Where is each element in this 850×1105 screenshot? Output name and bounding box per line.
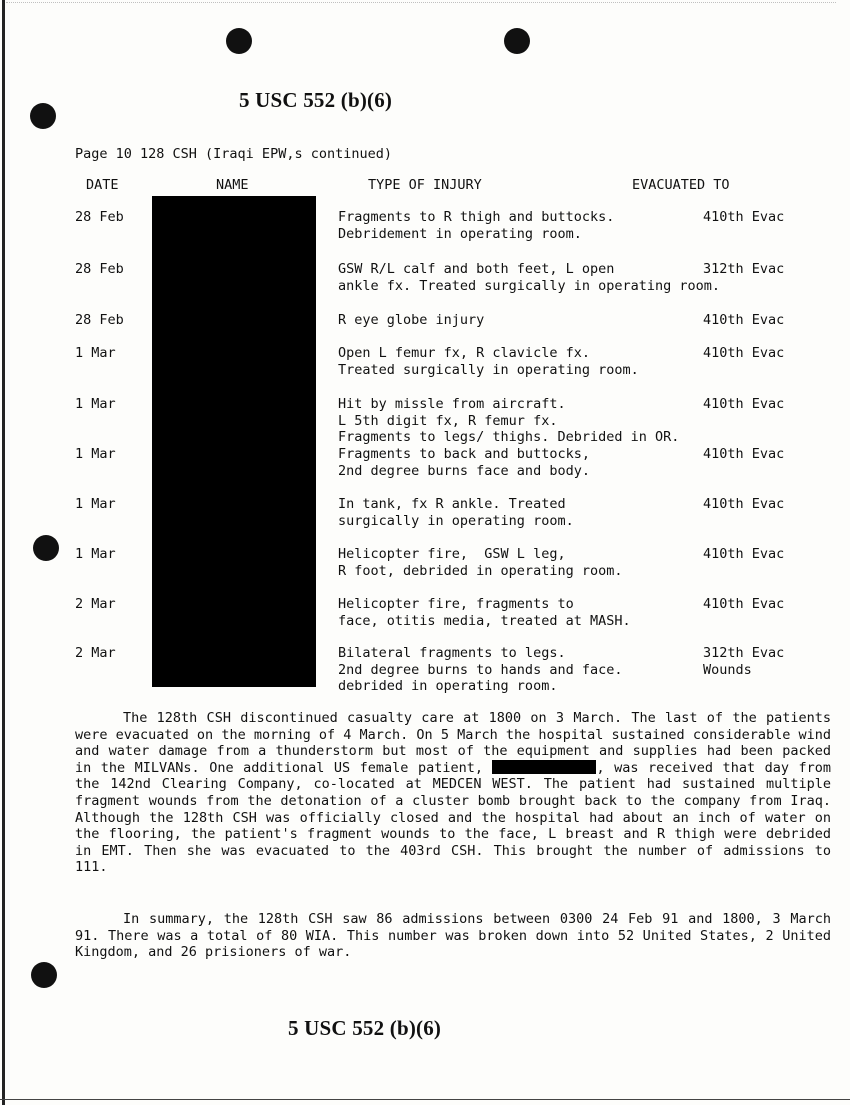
row-injury: Fragments to R thigh and buttocks. Debridement in operating room. (338, 209, 615, 242)
row-injury: Bilateral fragments to legs. 2nd degree burns to hands and face. debrided in operating room. (338, 645, 623, 695)
row-injury: GSW R/L calf and both feet, L open ankle fx. Treated surgically in operating room. (338, 261, 721, 294)
row-date: 1 Mar (75, 496, 116, 512)
punch-hole (31, 962, 57, 988)
row-evacuated-to: 410th Evac (703, 496, 785, 512)
narrative-text: , was received that day from the 142nd Clearing Company, co-located at MEDCEN WEST. The patient had sustained multiple fragment wounds from the detonation of a cluster bomb brought back to the company from Iraq. Although the 128th CSH was officially closed and the hospital had about an inch of water on the flooring, the patient's fragment wounds to the face, L breast and R thigh were debrided in EMT. Then she was evacuated to the 403rd CSH. This brought the number of admissions to 111. (75, 759, 831, 876)
row-evacuated-to: 312th Evac (703, 261, 785, 277)
row-evacuated-to: 410th Evac (703, 345, 785, 361)
punch-hole (504, 28, 530, 54)
column-header-date: DATE (86, 177, 119, 193)
patient-name-redaction (492, 760, 596, 774)
page-header: Page 10 128 CSH (Iraqi EPW,s continued) (75, 146, 392, 162)
row-injury: Helicopter fire, fragments to face, otitis media, treated at MASH. (338, 596, 631, 629)
row-injury: Helicopter fire, GSW L leg, R foot, debrided in operating room. (338, 546, 623, 579)
row-injury: R eye globe injury (338, 312, 485, 328)
scan-edge (2, 0, 5, 1105)
punch-hole (30, 103, 56, 129)
row-date: 1 Mar (75, 396, 116, 412)
row-date: 1 Mar (75, 446, 116, 462)
row-injury: Fragments to back and buttocks, 2nd degree burns face and body. (338, 446, 590, 479)
narrative-text: The 128th CSH discontinued casualty care at 1800 on 3 March. The last of the patients were evacuated on the morning of 4 March. On 5 March the hospital sustained considerable wind and water damage from a thunderstorm but most of the equipment and supplies had been packed in the MILVANs. One additional US female patient, (75, 710, 831, 776)
row-evacuated-to: 410th Evac (703, 312, 785, 328)
column-header-name: NAME (216, 177, 249, 193)
row-evacuated-to: 410th Evac (703, 446, 785, 462)
row-date: 2 Mar (75, 596, 116, 612)
column-header-evacuated: EVACUATED TO (632, 177, 730, 193)
punch-hole (226, 28, 252, 54)
row-injury: Hit by missle from aircraft. L 5th digit fx, R femur fx. Fragments to legs/ thighs. Debrided in OR. (338, 396, 680, 446)
exemption-mark-bottom: 5 USC 552 (b)(6) (288, 1016, 442, 1040)
row-evacuated-to: 312th Evac Wounds (703, 645, 785, 678)
punch-hole (33, 535, 59, 561)
scan-noise (6, 2, 836, 11)
row-date: 28 Feb (75, 312, 124, 328)
row-injury: In tank, fx R ankle. Treated surgically in operating room. (338, 496, 574, 529)
row-date: 1 Mar (75, 345, 116, 361)
row-evacuated-to: 410th Evac (703, 596, 785, 612)
row-evacuated-to: 410th Evac (703, 209, 785, 225)
row-date: 2 Mar (75, 645, 116, 661)
scan-bottom-edge (0, 1099, 850, 1100)
name-column-redaction (152, 196, 316, 687)
exemption-mark-top: 5 USC 552 (b)(6) (239, 88, 393, 112)
row-injury: Open L femur fx, R clavicle fx. Treated surgically in operating room. (338, 345, 639, 378)
column-header-injury: TYPE OF INJURY (368, 177, 482, 193)
row-date: 1 Mar (75, 546, 116, 562)
narrative-paragraph (75, 710, 831, 876)
row-date: 28 Feb (75, 261, 124, 277)
row-date: 28 Feb (75, 209, 124, 225)
summary-paragraph: In summary, the 128th CSH saw 86 admissions between 0300 24 Feb 91 and 1800, 3 March 91. There was a total of 80 WIA. This number was broken down into 52 United States, 2 United Kingdom, and 26 prisioners of war. (75, 911, 831, 961)
row-evacuated-to: 410th Evac (703, 396, 785, 412)
row-evacuated-to: 410th Evac (703, 546, 785, 562)
